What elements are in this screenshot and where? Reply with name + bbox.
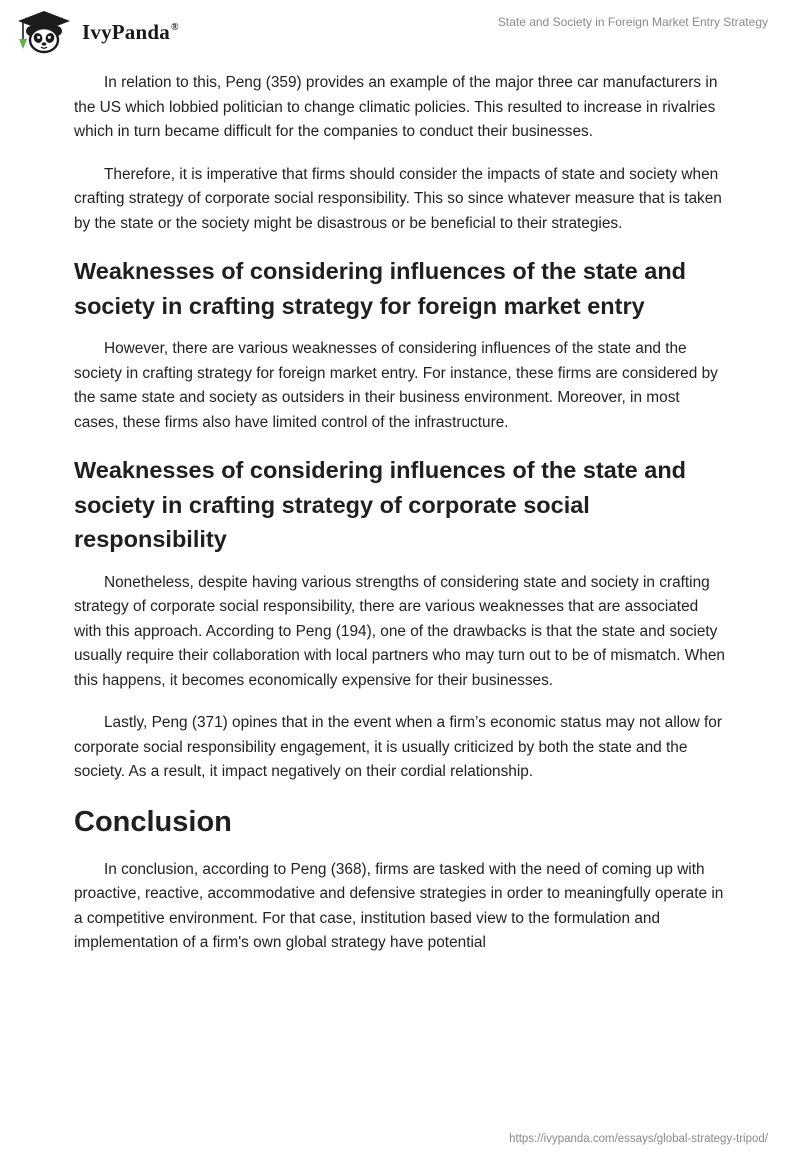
source-url[interactable]: https://ivypanda.com/essays/global-strategy-tripod/	[509, 1133, 768, 1145]
section-heading: Weaknesses of considering influences of the state and society in crafting strategy of corporate social responsibility	[74, 457, 687, 552]
paragraph: In relation to this, Peng (359) provides an example of the major three car manufacturers in the US which lobbied politician to change climatic policies. This resulted to increase in rivalries which in turn became difficult for the companies to conduct their businesses.	[74, 74, 718, 140]
paragraph: Nonetheless, despite having various strengths of considering state and society in crafting strategy of corporate social responsibility, there are various weaknesses that are associated with this approach. According to Peng (194), one of the drawbacks is that the state and society usually require their collaboration with local partners who may turn out to be of mismatch. When this happens, it becomes economically expensive for their businesses.	[74, 573, 725, 689]
logo-text: IvyPanda®	[82, 19, 179, 44]
paragraph: Lastly, Peng (371) opines that in the event when a firm’s economic status may not allow for corporate social responsibility engagement, it is usually criticized by both the state and the society. As a result, it impact negatively on their cordial relationship.	[74, 714, 722, 780]
paragraph: Therefore, it is imperative that firms should consider the impacts of state and society when crafting strategy of corporate social responsibility. This so since whatever measure that is taken by the state or the society might be disastrous or be beneficial to their strategies.	[74, 165, 722, 232]
paragraph: However, there are various weaknesses of considering influences of the state and the society in crafting strategy for foreign market entry. For instance, these firms are considered by the same state and society as outsiders in their business environment. Moreover, in most cases, these firms also have limited control of the infrastructure.	[74, 340, 718, 431]
document-title: State and Society in Foreign Market Entry Strategy	[497, 15, 768, 29]
conclusion-heading: Conclusion	[74, 805, 232, 838]
essay-content	[74, 71, 726, 974]
page-header	[0, 0, 800, 60]
paragraph: In conclusion, according to Peng (368), firms are tasked with the need of coming up with proactive, reactive, accommodative and defensive strategies in order to meaningfully operate in a competitive environment. For that case, institution based view to the formulation and implementation of a firm's own global strategy have potential	[74, 860, 724, 951]
section-heading: Weaknesses of considering influences of the state and society in crafting strategy for foreign market entry	[74, 258, 687, 319]
panda-graduate-icon	[14, 9, 74, 55]
logo[interactable]	[14, 8, 179, 56]
